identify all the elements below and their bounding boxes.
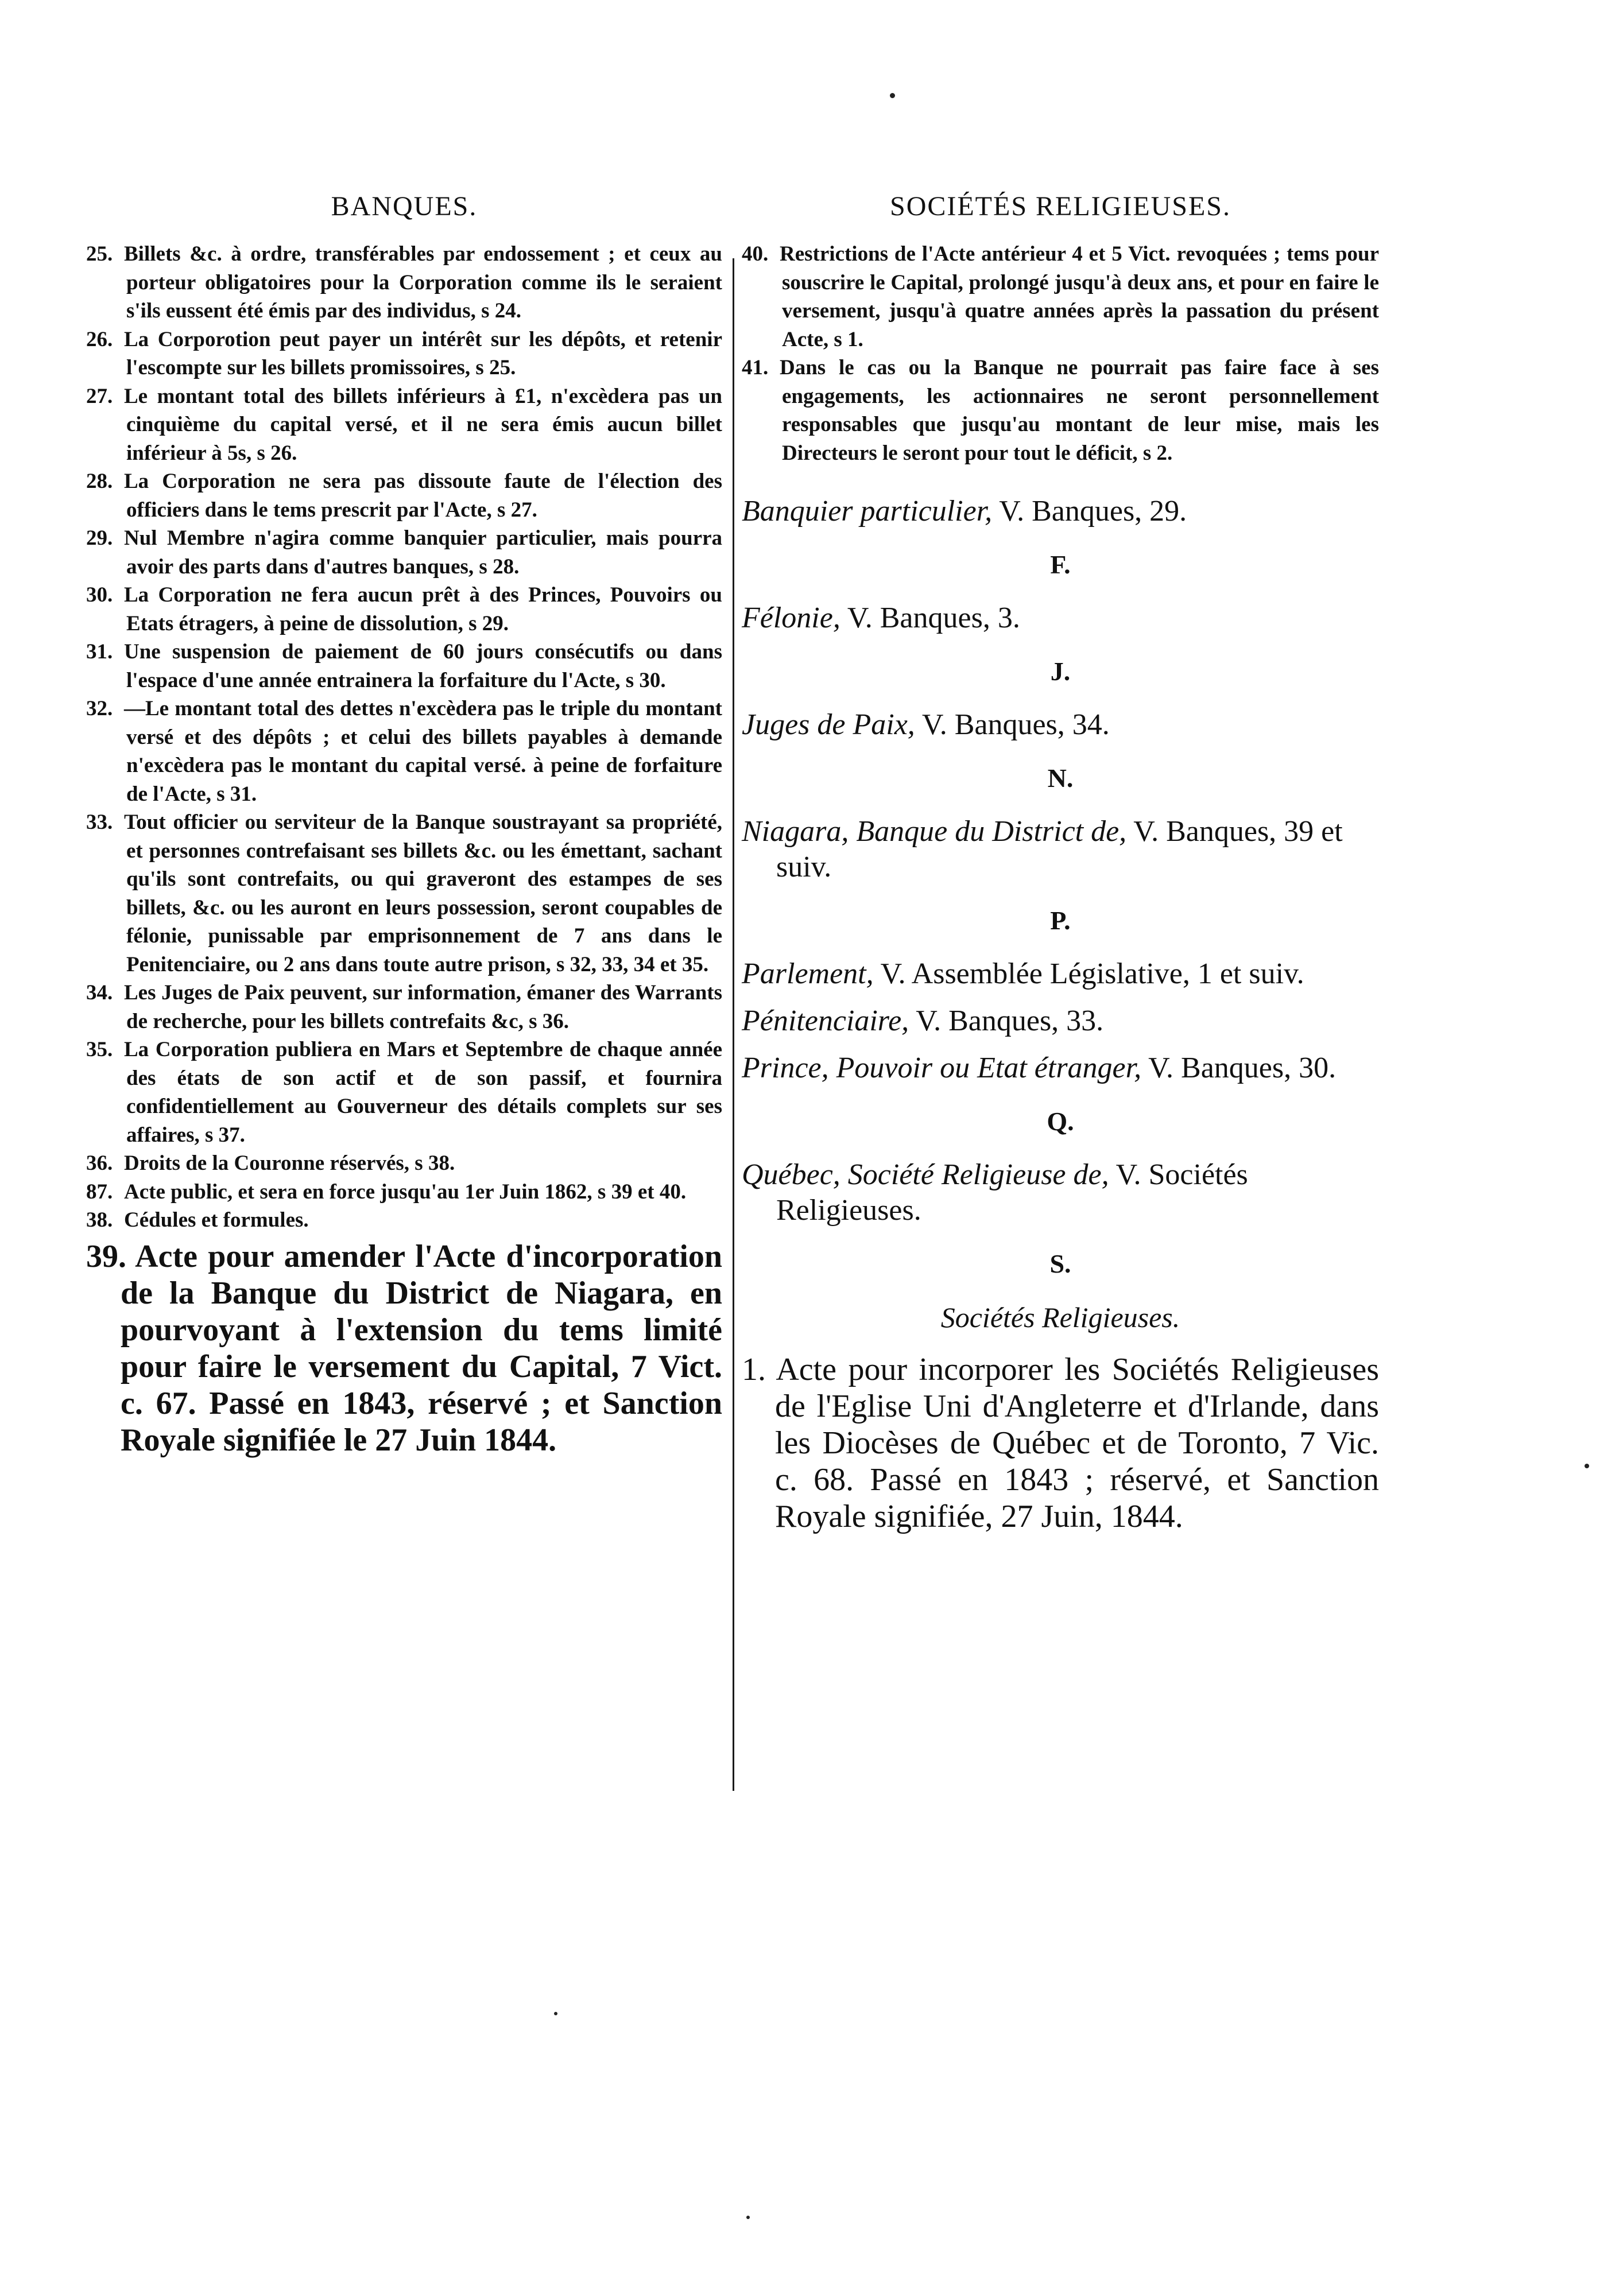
entry-38: 38. Cédules et formules. xyxy=(86,1208,309,1232)
right-column-heading: SOCIÉTÉS RELIGIEUSES. xyxy=(890,191,1231,222)
entry-32: 32. —Le montant total des dettes n'excèdera pas le triple du montant versé et des dépôts ; et celui des billets payables à demande n'excèdera pas le montant du capital versé. à peine de forfaiture de l'Acte, s 31. xyxy=(86,697,722,806)
index-banquier: Banquier particulier, V. Banques, 29. xyxy=(742,495,1187,528)
entry-36: 36. Droits de la Couronne réservés, s 38. xyxy=(86,1151,455,1175)
letter-q: Q. xyxy=(1047,1107,1074,1136)
entry-31: 31. Une suspension de paiement de 60 jours consécutifs ou dans l'espace d'une année entrainera la forfaiture du l'Acte, s 30. xyxy=(86,640,722,692)
index-prince: Prince, Pouvoir ou Etat étranger, V. Banques, 30. xyxy=(742,1052,1337,1084)
entry-33: 33. Tout officier ou serviteur de la Banque soustrayant sa propriété, et personnes contrefaisant ses billets &c. ou les émettant, sachant qu'ils sont contrefaits, ou qui graveront des estampes de ses billets, &c. ou les auront en leurs possession, seront coupables de félonie, punissable par emprisonnement de 7 ans dans le Penitenciaire, ou 2 ans dans toute autre prison, s 32, 33, 34 et 35. xyxy=(86,810,722,976)
speck-mark xyxy=(746,2216,750,2219)
letter-f: F. xyxy=(1050,550,1071,579)
index-section xyxy=(742,494,1379,1535)
letter-p: P. xyxy=(1050,906,1071,935)
index-juges: Juges de Paix, V. Banques, 34. xyxy=(742,708,1110,741)
entry-34: 34. Les Juges de Paix peuvent, sur information, émaner des Warrants de recherche, pour les billets contrefaits &c, s 36. xyxy=(86,981,722,1033)
speck-mark xyxy=(1585,1464,1589,1468)
entry-40: 40. Restrictions de l'Acte antérieur 4 et 5 Vict. revoquées ; tems pour souscrire le Capital, prolongé jusqu'à deux ans, et pour en faire le versement, jusqu'à quatre années après la passation du présent Acte, s 1. xyxy=(742,242,1379,351)
index-penitenciaire: Pénitenciaire, V. Banques, 33. xyxy=(742,1004,1104,1037)
column-divider xyxy=(733,258,734,1791)
index-felonie: Félonie, V. Banques, 3. xyxy=(742,602,1020,634)
index-niagara: Niagara, Banque du District de, V. Banques, 39 et suiv. xyxy=(742,815,1343,883)
entry-30: 30. La Corporation ne fera aucun prêt à des Princes, Pouvoirs ou Etats étragers, à peine de dissolution, s 29. xyxy=(86,583,722,635)
letter-s: S. xyxy=(1049,1249,1071,1278)
speck-mark xyxy=(554,2012,557,2015)
top-mark xyxy=(890,93,895,98)
entry-26: 26. La Corporotion peut payer un intérêt sur les dépôts, et retenir l'escompte sur les billets promissoires, s 25. xyxy=(86,327,722,379)
right-column xyxy=(742,189,1379,1535)
entry-39-big: 39. Acte pour amender l'Acte d'incorporation de la Banque du District de Niagara, en pourvoyant à l'extension du tems limité pour faire le versement du Capital, 7 Vict. c. 67. Passé en 1843, réservé ; et Sanction Royale signifiée le 27 Juin 1844. xyxy=(86,1238,722,1458)
section-title-societes: Sociétés Religieuses. xyxy=(940,1301,1180,1333)
entry-28: 28. La Corporation ne sera pas dissoute faute de l'élection des officiers dans le tems prescrit par l'Acte, s 27. xyxy=(86,470,722,522)
entry-35: 35. La Corporation publiera en Mars et Septembre de chaque année des états de son actif et de son passif, et fournira confidentiellement au Gouverneur des détails complets sur ses affaires, s 37. xyxy=(86,1038,722,1147)
index-parlement: Parlement, V. Assemblée Législative, 1 et suiv. xyxy=(742,957,1304,990)
entry-37: 87. Acte public, et sera en force jusqu'au 1er Juin 1862, s 39 et 40. xyxy=(86,1180,687,1204)
entry-27: 27. Le montant total des billets inférieurs à £1, n'excèdera pas un cinquième du capital versé, et il ne sera émis aucun billet inférieur à 5s, s 26. xyxy=(86,384,722,465)
societes-entry-1: 1. Acte pour incorporer les Sociétés Religieuses de l'Eglise Uni d'Angleterre et d'Irlande, dans les Diocèses de Québec et de Toronto, 7 Vic. c. 68. Passé en 1843 ; réservé, et Sanction Royale signifiée, 27 Juin, 1844. xyxy=(742,1352,1379,1534)
entry-41: 41. Dans le cas ou la Banque ne pourrait pas faire face à ses engagements, les actionnaires ne seront personnellement responsables que jusqu'au montant de leur mise, mais les Directeurs le seront pour tout le déficit, s 2. xyxy=(742,356,1379,465)
letter-n: N. xyxy=(1047,763,1074,793)
left-column xyxy=(86,189,722,1459)
letter-j: J. xyxy=(1050,657,1071,686)
entry-29: 29. Nul Membre n'agira comme banquier particulier, mais pourra avoir des parts dans d'autres banques, s 28. xyxy=(86,526,722,579)
left-column-heading: BANQUES. xyxy=(331,191,478,222)
entry-25: 25. Billets &c. à ordre, transférables par endossement ; et ceux au porteur obligatoires pour la Corporation comme ils le seraient s'ils eussent été émis par des individus, s 24. xyxy=(86,242,722,323)
index-quebec: Québec, Société Religieuse de, V. Sociétés Religieuses. xyxy=(742,1158,1248,1227)
